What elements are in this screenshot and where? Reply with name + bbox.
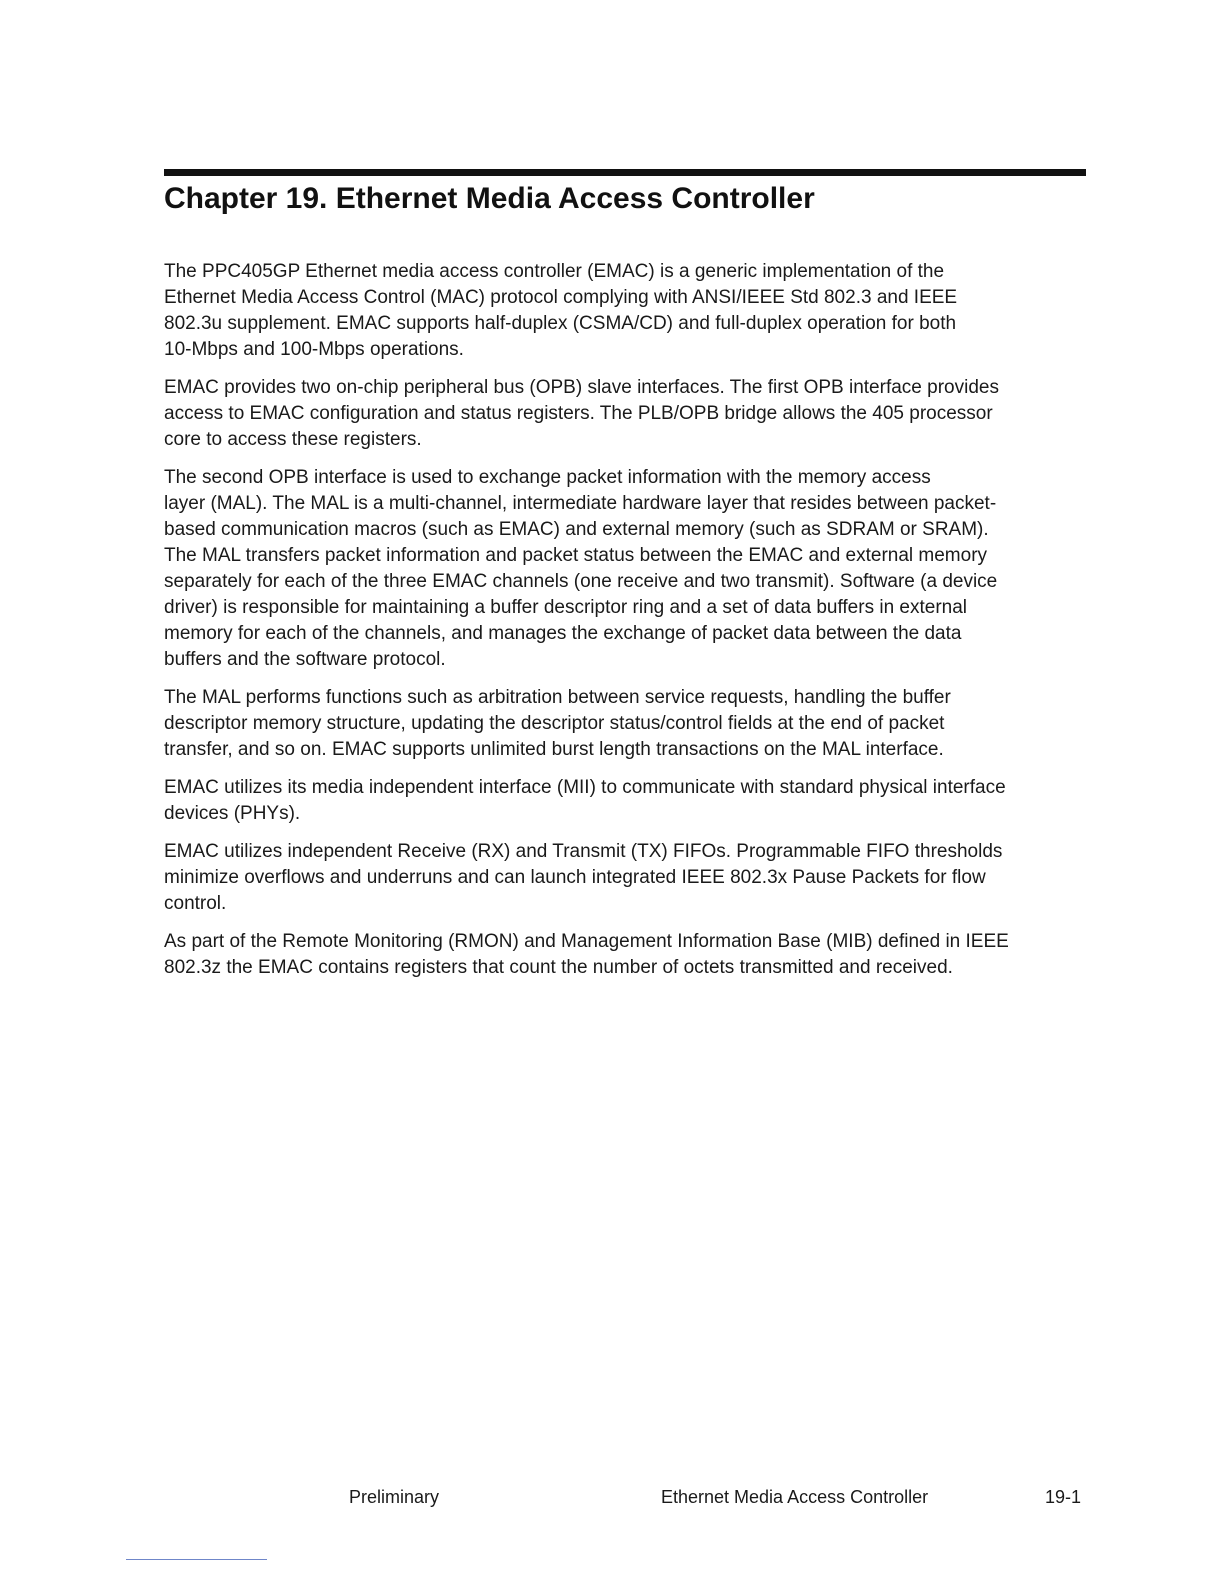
chapter-body <box>164 259 1089 993</box>
paragraph-line: 10-Mbps and 100-Mbps operations. <box>164 339 464 360</box>
footer-status: Preliminary <box>349 1487 440 1507</box>
paragraph-line: 802.3z the EMAC contains registers that count the number of octets transmitted and received. <box>164 957 953 978</box>
paragraph-line: based communication macros (such as EMAC) and external memory (such as SDRAM or SRAM). <box>164 519 989 540</box>
footer-page-number: 19-1 <box>1045 1487 1082 1507</box>
paragraph-line: EMAC utilizes its media independent interface (MII) to communicate with standard physical interface <box>164 777 1006 798</box>
paragraph-line: control. <box>164 893 227 914</box>
paragraph-5 <box>164 775 1089 827</box>
paragraph-7 <box>164 929 1089 981</box>
paragraph-1 <box>164 259 1089 363</box>
paragraph-line: EMAC utilizes independent Receive (RX) and Transmit (TX) FIFOs. Programmable FIFO thresholds <box>164 841 1003 862</box>
paragraph-line: devices (PHYs). <box>164 803 301 824</box>
paragraph-line: The PPC405GP Ethernet media access controller (EMAC) is a generic implementation of the <box>164 261 945 282</box>
paragraph-line: memory for each of the channels, and manages the exchange of packet data between the data <box>164 623 962 644</box>
paragraph-line: The MAL performs functions such as arbitration between service requests, handling the buffer <box>164 687 951 708</box>
paragraph-line: access to EMAC configuration and status registers. The PLB/OPB bridge allows the 405 processor <box>164 403 993 424</box>
paragraph-line: buffers and the software protocol. <box>164 649 446 670</box>
paragraph-line: layer (MAL). The MAL is a multi-channel, intermediate hardware layer that resides between packet- <box>164 493 997 514</box>
paragraph-line: driver) is responsible for maintaining a buffer descriptor ring and a set of data buffers in external <box>164 597 968 618</box>
paragraph-line: EMAC provides two on-chip peripheral bus (OPB) slave interfaces. The first OPB interface provides <box>164 377 999 398</box>
paragraph-line: minimize overflows and underruns and can launch integrated IEEE 802.3x Pause Packets for flow <box>164 867 986 888</box>
paragraph-4 <box>164 685 1089 763</box>
chapter-title: Chapter 19. Ethernet Media Access Controller <box>164 182 815 215</box>
paragraph-line: As part of the Remote Monitoring (RMON) and Management Information Base (MIB) defined in IEEE <box>164 931 1009 952</box>
paragraph-line: Ethernet Media Access Control (MAC) protocol complying with ANSI/IEEE Std 802.3 and IEEE <box>164 287 958 308</box>
paragraph-3 <box>164 465 1089 673</box>
paragraph-line: transfer, and so on. EMAC supports unlimited burst length transactions on the MAL interface. <box>164 739 944 760</box>
paragraph-line: 802.3u supplement. EMAC supports half-duplex (CSMA/CD) and full-duplex operation for both <box>164 313 957 334</box>
bottom-edge-line <box>126 1559 267 1560</box>
paragraph-line: descriptor memory structure, updating the descriptor status/control fields at the end of packet <box>164 713 945 734</box>
paragraph-line: The second OPB interface is used to exchange packet information with the memory access <box>164 467 931 488</box>
paragraph-line: The MAL transfers packet information and packet status between the EMAC and external memory <box>164 545 988 566</box>
paragraph-line: core to access these registers. <box>164 429 422 450</box>
footer-section-title: Ethernet Media Access Controller <box>661 1487 929 1507</box>
chapter-top-rule <box>164 169 1086 176</box>
paragraph-line: separately for each of the three EMAC channels (one receive and two transmit). Software (a device <box>164 571 998 592</box>
paragraph-6 <box>164 839 1089 917</box>
paragraph-2 <box>164 375 1089 453</box>
